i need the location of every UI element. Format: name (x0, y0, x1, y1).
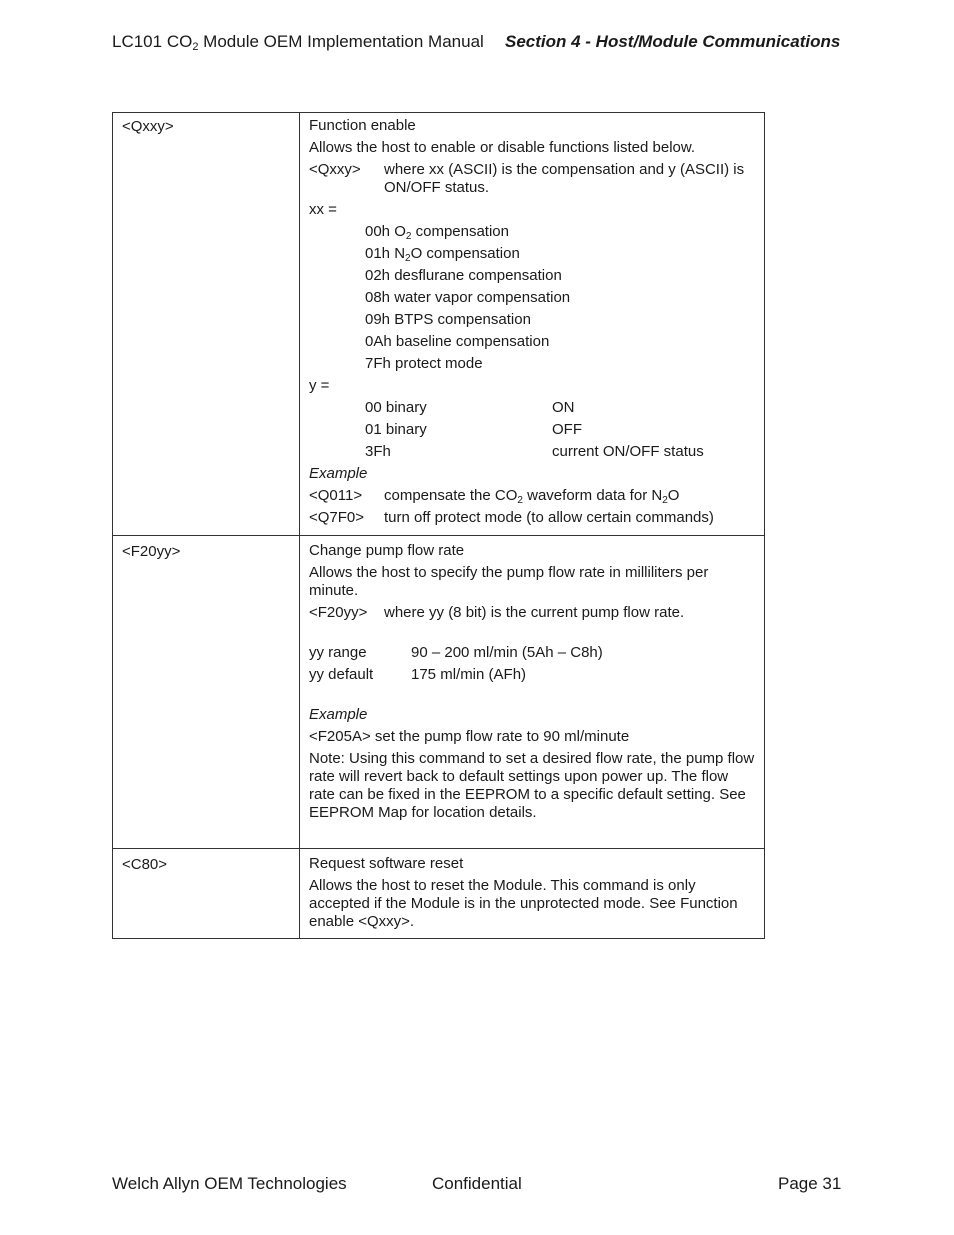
command-title: Function enable (309, 117, 416, 134)
syntax-line (309, 604, 755, 622)
list-item: 02h desflurane compensation (365, 267, 562, 284)
example-key: <Q011> (309, 487, 363, 504)
table-row (113, 536, 765, 849)
example-label: Example (309, 465, 368, 482)
command-table (112, 112, 765, 939)
y-code: 00 binary (365, 399, 427, 416)
example-key: <Q7F0> (309, 509, 365, 526)
syntax-line (309, 161, 755, 197)
range-key: yy range (309, 644, 367, 661)
footer-classification: Confidential (432, 1174, 522, 1193)
description-cell (300, 536, 765, 849)
list-item: 00h $O_2$ compensation (365, 223, 509, 242)
command-description: Allows the host to reset the Module. This command is only accepted if the Module is in the unprotected mode. See Function enable <Qxxy>. (309, 877, 738, 930)
description-cell (300, 849, 765, 939)
command-title: Request software reset (309, 855, 464, 872)
list-item (309, 421, 755, 439)
range-value: 90 – 200 ml/min (5Ah – C8h) (411, 644, 603, 661)
y-meaning: OFF (552, 421, 582, 438)
note-text: Note: Using this command to set a desired flow rate, the pump flow rate will revert back to default settings upon power up. The flow rate can be fixed in the EEPROM to a specific default setting. See EEPROM Map for location details. (309, 750, 755, 821)
syntax-key: <F20yy> (309, 604, 368, 621)
list-item: 01h $N_2O$ compensation (365, 245, 520, 264)
command-description: Allows the host to enable or disable functions listed below. (309, 139, 696, 156)
document-title: LC101 $CO_2$ Module OEM Implementation Manual (112, 32, 484, 53)
table-row (113, 113, 765, 536)
command-cell: <Qxxy> (113, 113, 300, 536)
description-cell (300, 113, 765, 536)
command-cell: <C80> (113, 849, 300, 939)
default-line (309, 666, 755, 684)
example-line (309, 487, 755, 505)
table-row (113, 849, 765, 939)
example-line: <F205A> set the pump flow rate to 90 ml/minute (309, 728, 630, 745)
default-value: 175 ml/min (AFh) (411, 666, 527, 683)
range-line (309, 644, 755, 662)
page-number: Page 31 (778, 1174, 842, 1193)
y-meaning: current ON/OFF status (552, 443, 704, 460)
command-description: Allows the host to specify the pump flow rate in milliliters per minute. (309, 564, 709, 599)
list-item (309, 399, 755, 417)
list-item: 08h water vapor compensation (365, 289, 571, 306)
list-item: 09h BTPS compensation (365, 311, 531, 328)
y-code: 01 binary (365, 421, 427, 438)
syntax-key: <Qxxy> (309, 161, 361, 178)
y-code: 3Fh (365, 443, 391, 460)
example-value: turn off protect mode (to allow certain commands) (384, 509, 714, 526)
list-item: 0Ah baseline compensation (365, 333, 550, 350)
command-cell: <F20yy> (113, 536, 300, 849)
default-key: yy default (309, 666, 374, 683)
list-item (309, 443, 755, 461)
y-label: y = (309, 377, 330, 394)
syntax-value: where xx (ASCII) is the compensation and y (ASCII) is ON/OFF status. (384, 161, 745, 196)
example-line (309, 509, 755, 527)
y-meaning: ON (552, 399, 575, 416)
command-title: Change pump flow rate (309, 542, 465, 559)
list-item: 7Fh protect mode (365, 355, 483, 372)
syntax-value: where yy (8 bit) is the current pump flow rate. (384, 604, 685, 621)
section-title: Section 4 - Host/Module Communications (505, 32, 841, 51)
xx-label: xx = (309, 201, 337, 218)
footer-company: Welch Allyn OEM Technologies (112, 1174, 347, 1193)
example-value: compensate the $CO_2$ waveform data for $N_2O$ (384, 487, 680, 506)
example-label: Example (309, 706, 368, 723)
